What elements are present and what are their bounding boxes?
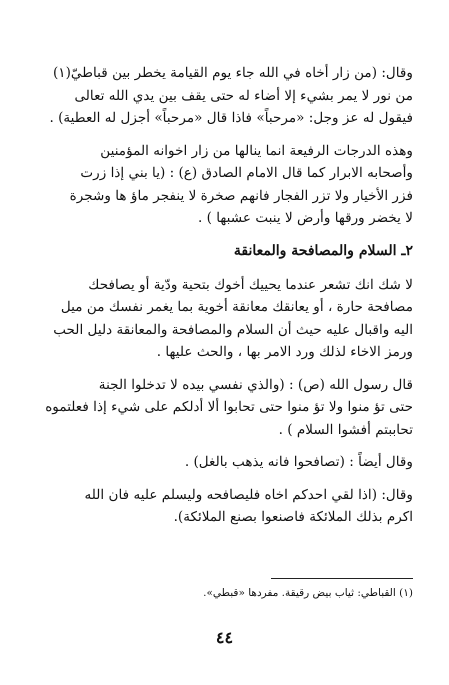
paragraph-angels: وقال: (اذا لقي احدكم اخاه فليصافحه وليسلم عليه فان الله اكرم بذلك الملائكة فاصنعوا بصنع الملائكة).	[84, 486, 413, 525]
paragraph-greeting-intro: لا شك انك تشعر عندما يحييك أخوك بتحية ودّية أو يصافحك مصافحة حارة ، أو يعانقك معانقة أخوية بما يغمر نفسك من ميل اليه واقبال عليه حيث أن السلام والمصافحة والمعانقة دليل الحب ورمز الاخاء لذلك ورد الامر بها ، والحث عليها .	[53, 276, 413, 360]
paragraph-high-ranks: وهذه الدرجات الرفيعة انما ينالها من زار اخوانه المؤمنين وأصحابه الابرار كما قال الامام الصادق (ع) : (يا بني إذا زرت فزر الأخيار ولا تزر الفجار فانهم صخرة لا ينفجر ماؤ ها وشجرة لا يخضر ورقها وأرض لا ينبت عشبها ) .	[69, 142, 413, 226]
paragraph-visit-hadith: وقال: (من زار أخاه في الله جاء يوم القيامة يخطر بين قباطيّ(١) من نور لا يمر بشيء إلا أضاء له حتى يقف بين يدي الله تعالى فيقول له عز وجل: «مرحباً» فاذا قال «مرحباً» أجزل له العطية) .	[49, 65, 413, 126]
paragraph-shake-hands: وقال أيضاً : (تصافحوا فانه يذهب بالغل) .	[184, 454, 413, 470]
page-number: ٤٤	[215, 628, 234, 647]
footnote: (١) القباطي: ثياب بيض رقيقة. مفردها «قبطي».	[203, 587, 413, 599]
footnote-divider	[271, 578, 413, 579]
paragraph-prophet-hadith: قال رسول الله (ص) : (والذي نفسي بيده لا تدخلوا الجنة حتى تؤ منوا ولا تؤ منوا حتى تحابوا ألا أدلكم على شيء إذا فعلتموه تحاببتم أفشوا السلام ) .	[45, 376, 413, 438]
section-heading: ٢ـ السلام والمصافحة والمعانقة	[233, 242, 413, 259]
